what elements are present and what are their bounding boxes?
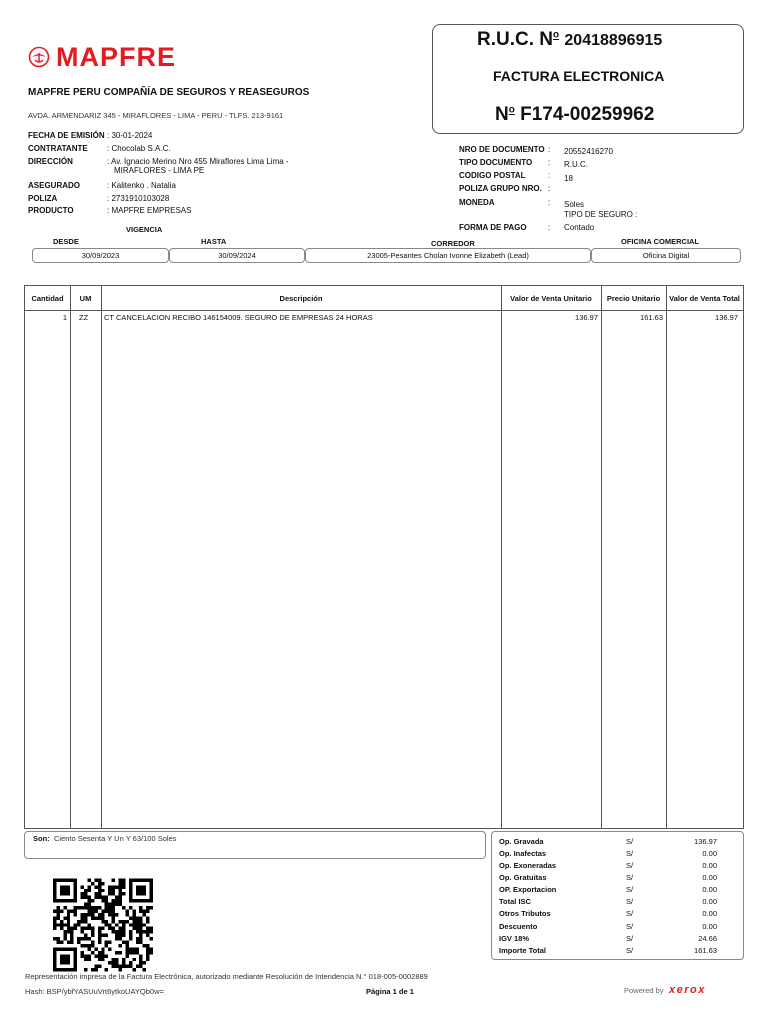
row-um: ZZ — [79, 313, 89, 322]
invoice-header-box — [432, 24, 744, 134]
header-divider — [25, 310, 743, 311]
total-row-igv: IGV 18% S/ 24.66 — [499, 934, 717, 943]
direccion-value: : Av. Ignacio Merino Nro 455 Miraflores Lima Lima - — [107, 157, 289, 166]
nro-documento-label: NRO DE DOCUMENTO — [459, 145, 545, 154]
codigo-postal-label: CODIGO POSTAL — [459, 171, 526, 180]
ruc-line: R.U.C. $N^o$ 20418896915 — [477, 29, 663, 50]
corredor-value: 23005-Pesantes Cholan Ivonne Elizabeth (Lead) — [305, 248, 591, 263]
oficina-comercial-label: OFICINA COMERCIAL — [621, 237, 700, 246]
direccion-value-line2: MIRAFLORES - LIMA PE — [114, 166, 205, 175]
tipo-seguro-label: TIPO DE SEGURO : — [564, 210, 638, 219]
powered-by-label: Powered by — [624, 986, 664, 995]
legal-representation-note: Representación impresa de la Factura Electrónica, autorizado mediante Resolución de Intendencia N.° 018-005-0002889 — [25, 972, 428, 981]
column-header-descripcion: Descripción — [279, 293, 323, 303]
total-row-op-gravada: Op. Gravada S/ 136.97 — [499, 837, 717, 846]
column-header-precio-unitario: Precio Unitario — [606, 293, 661, 303]
fecha-emision-value: : 30-01-2024 — [107, 131, 153, 140]
moneda-label: MONEDA — [459, 198, 495, 207]
colon: : — [548, 145, 551, 154]
mapfre-emblem-icon — [28, 46, 50, 68]
desde-label: DESDE — [53, 237, 79, 246]
total-row-op-gratuitas: Op. Gratuitas S/ 0.00 — [499, 873, 717, 882]
total-row-op-exoneradas: Op. Exoneradas S/ 0.00 — [499, 861, 717, 870]
producto-value: : MAPFRE EMPRESAS — [107, 206, 192, 215]
tipo-documento-value: R.U.C. — [564, 160, 588, 169]
document-type: FACTURA ELECTRONICA — [493, 68, 665, 84]
total-row-op-inafectas: Op. Inafectas S/ 0.00 — [499, 849, 717, 858]
column-header-cantidad: Cantidad — [31, 293, 64, 303]
desde-value: 30/09/2023 — [32, 248, 169, 263]
items-table — [24, 285, 744, 829]
colon: : — [548, 223, 551, 232]
contratante-value: : Chocolab S.A.C. — [107, 144, 171, 153]
direccion-label: DIRECCIÓN — [28, 157, 73, 166]
total-row-importe-total: Importe Total S/ 161.63 — [499, 946, 717, 955]
column-divider — [70, 286, 71, 828]
producto-label: PRODUCTO — [28, 206, 74, 215]
invoice-number-line: $N^o$ F174-00259962 — [495, 104, 655, 125]
column-divider — [666, 286, 667, 828]
colon: : — [548, 171, 551, 180]
column-header-um: UM — [79, 293, 92, 303]
row-cantidad: 1 — [62, 313, 67, 322]
poliza-grupo-label: POLIZA GRUPO NRO. — [459, 184, 542, 193]
son-label: Son: — [33, 834, 50, 843]
qr-code — [53, 878, 153, 977]
total-row-otros-tributos: Otros Tributos S/ 0.00 — [499, 909, 717, 918]
company-name: MAPFRE PERU COMPAÑÍA DE SEGUROS Y REASEGUROS — [28, 87, 310, 98]
hasta-label: HASTA — [201, 237, 227, 246]
fecha-emision-label: FECHA DE EMISIÓN — [28, 131, 105, 140]
column-header-valor-venta-unitario: Valor de Venta Unitario — [510, 293, 592, 303]
son-value: Ciento Sesenta Y Un Y 63/100 Soles — [54, 834, 177, 843]
total-row-descuento: Descuento S/ 0.00 — [499, 922, 717, 931]
forma-pago-label: FORMA DE PAGO — [459, 223, 527, 232]
moneda-value: Soles — [564, 200, 585, 209]
contratante-label: CONTRATANTE — [28, 144, 88, 153]
logo-wordmark: MAPFRE — [56, 42, 176, 72]
qr-code-icon — [53, 878, 153, 972]
column-divider — [501, 286, 502, 828]
totals-box — [491, 831, 744, 960]
column-divider — [601, 286, 602, 828]
amount-in-words-box — [24, 831, 486, 859]
colon: : — [548, 158, 551, 167]
column-divider — [101, 286, 102, 828]
column-header-valor-venta-total: Valor de Venta Total — [669, 293, 740, 303]
company-address: AVDA. ARMENDARIZ 345 - MIRAFLORES - LIMA - PERU - TLFS. 213-9161 — [28, 111, 284, 120]
invoice-number: F174-00259962 — [520, 104, 655, 125]
codigo-postal-value: 18 — [564, 174, 573, 183]
poliza-value: : 2731910103028 — [107, 194, 170, 203]
vigencia-title: VIGENCIA — [126, 225, 163, 234]
hash-value: Hash: BSP/ybfYASUuVrt6ytkoUAYQb0w= — [25, 987, 164, 996]
corredor-label: CORREDOR — [431, 239, 475, 248]
forma-pago-value: Contado — [564, 223, 595, 232]
ruc-number: 20418896915 — [564, 32, 663, 49]
total-row-total-isc: Total ISC S/ 0.00 — [499, 897, 717, 906]
asegurado-label: ASEGURADO — [28, 181, 81, 190]
colon: : — [548, 184, 551, 193]
oficina-value: Oficina Digital — [591, 248, 741, 263]
row-valor-venta-total: 136.97 — [715, 313, 738, 322]
page-indicator: Página 1 de 1 — [366, 987, 414, 996]
row-descripcion: CT CANCELACION RECIBO 146154009. SEGURO DE EMPRESAS 24 HORAS — [104, 313, 373, 322]
row-precio-unitario: 161.63 — [640, 313, 663, 322]
poliza-label: POLIZA — [28, 194, 58, 203]
hasta-value: 30/09/2024 — [169, 248, 305, 263]
nro-documento-value: 20552416270 — [564, 147, 613, 156]
row-valor-venta-unitario: 136.97 — [575, 313, 598, 322]
asegurado-value: : Kalitenko . Natalia — [107, 181, 176, 190]
xerox-logo: xerox — [669, 984, 706, 996]
colon: : — [548, 198, 551, 207]
total-row-op-exportacion: OP. Exportacion S/ 0.00 — [499, 885, 717, 894]
tipo-documento-label: TIPO DOCUMENTO — [459, 158, 533, 167]
